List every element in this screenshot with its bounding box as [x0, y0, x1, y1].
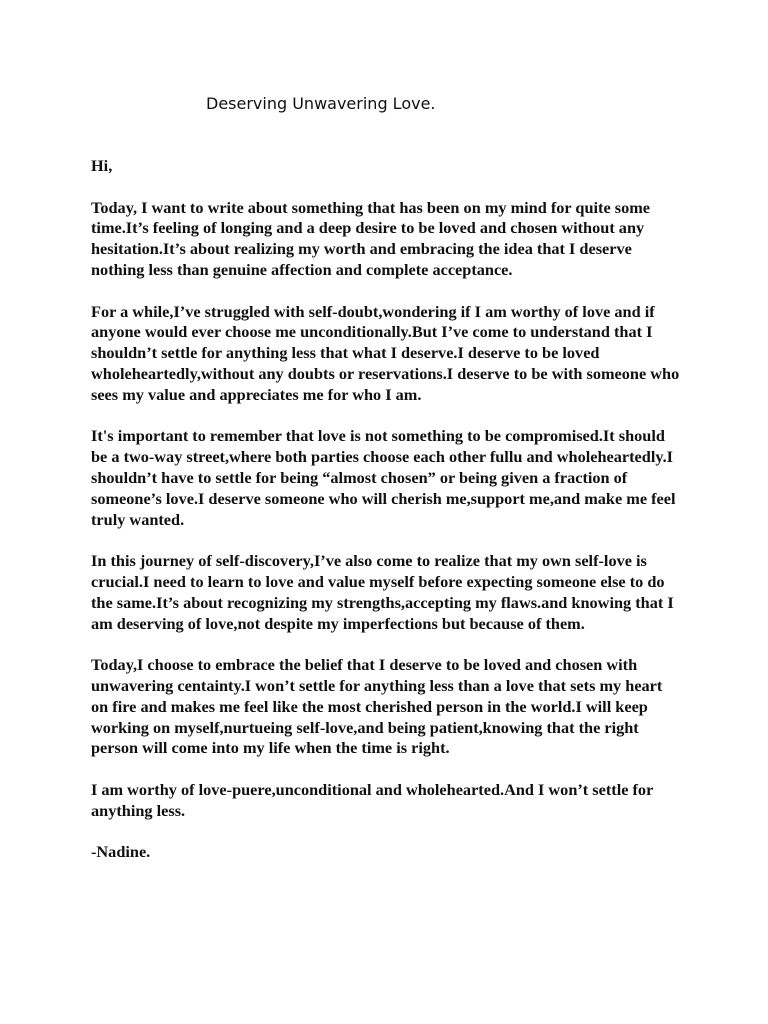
paragraph: In this journey of self-discovery,I’ve also come to realize that my own self-love is crucial.I need to learn to love and value myself before expecting someone else to do the same.It’s about recognizing my strengths,accepting my flaws.and knowing that I am deserving of love,not despite my imperfections but because of them. [91, 551, 674, 633]
letter-body [91, 156, 681, 884]
paragraph: For a while,I’ve struggled with self-doubt,wondering if I am worthy of love and if anyone would ever choose me unconditionally.But I’ve come to understand that I shouldn’t settle for anything less that what I deserve.I deserve to be loved wholeheartedly,without any doubts or reservations.I deserve to be with someone who sees my value and appreciates me for who I am. [91, 301, 680, 404]
paragraph: I am worthy of love-puere,unconditional and wholehearted.And I won’t settle for anything less. [91, 779, 654, 820]
signature: -Nadine. [91, 842, 151, 862]
document-title: Deserving Unwavering Love. [206, 94, 436, 113]
paragraph: It's important to remember that love is not something to be compromised.It should be a two-way street,where both parties choose each other fullu and wholeheartedly.I shouldn’t have to settle for being “almost chosen” or being given a fraction of someone’s love.I deserve someone who will cherish me,support me,and make me feel truly wanted. [91, 426, 676, 529]
paragraph: Today,I choose to embrace the belief that I deserve to be loved and chosen with unwavering centainty.I won’t settle for anything less than a love that sets my heart on fire and makes me feel like the most cherished person in the world.I will keep working on myself,nurtueing self-love,and being patient,knowing that the right person will come into my life when the time is right. [91, 655, 663, 758]
greeting: Hi, [91, 156, 113, 175]
paragraph: Today, I want to write about something that has been on my mind for quite some time.It’s feeling of longing and a deep desire to be loved and chosen without any hesitation.It’s about realizing my worth and embracing the idea that I deserve nothing less than genuine affection and complete acceptance. [91, 197, 651, 279]
